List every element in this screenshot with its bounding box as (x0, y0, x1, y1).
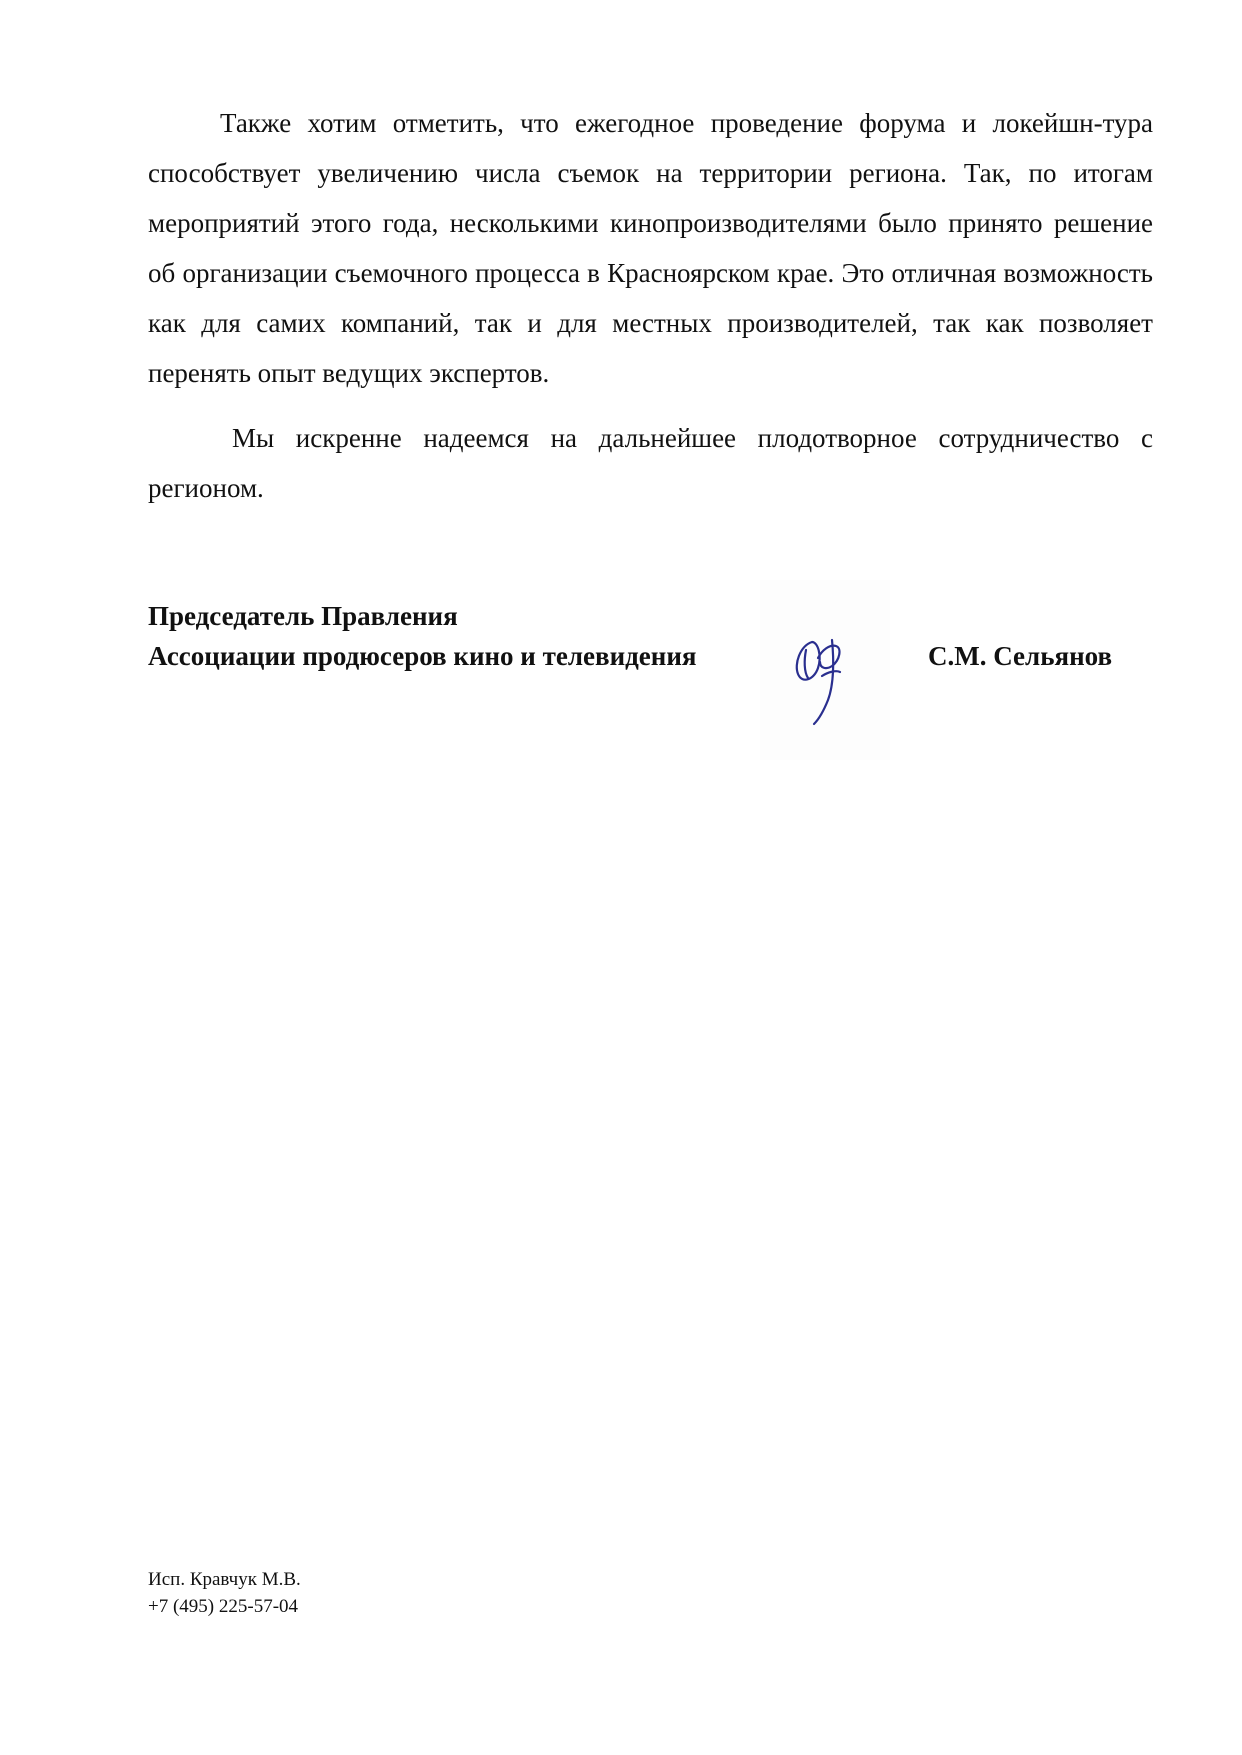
executor-name: Исп. Кравчук М.В. (148, 1569, 301, 1590)
handwritten-signature (760, 580, 890, 760)
executor-footer (148, 1566, 301, 1620)
body-paragraph-1: Также хотим отметить, что ежегодное проведение форума и локейшн-тура способствует увеличению числа съемок на территории региона. Так, по итогам мероприятий этого года, несколькими кинопроизводителями было принято решение об организации съемочного процесса в Красноярском крае. Это отличная возможность как для самих компаний, так и для местных производителей, так как позволяет перенять опыт ведущих экспертов. (148, 108, 1153, 388)
signatory-title-line-2: Ассоциации продюсеров кино и телевидения (148, 641, 697, 671)
executor-phone: +7 (495) 225-57-04 (148, 1596, 299, 1617)
signatory-name: С.М. Сельянов (928, 641, 1113, 671)
signatory-title (148, 596, 697, 676)
body-paragraph-2: Мы искренне надеемся на дальнейшее плодотворное сотрудничество с регионом. (148, 423, 1153, 503)
signatory-title-line-1: Председатель Правления (148, 601, 458, 631)
